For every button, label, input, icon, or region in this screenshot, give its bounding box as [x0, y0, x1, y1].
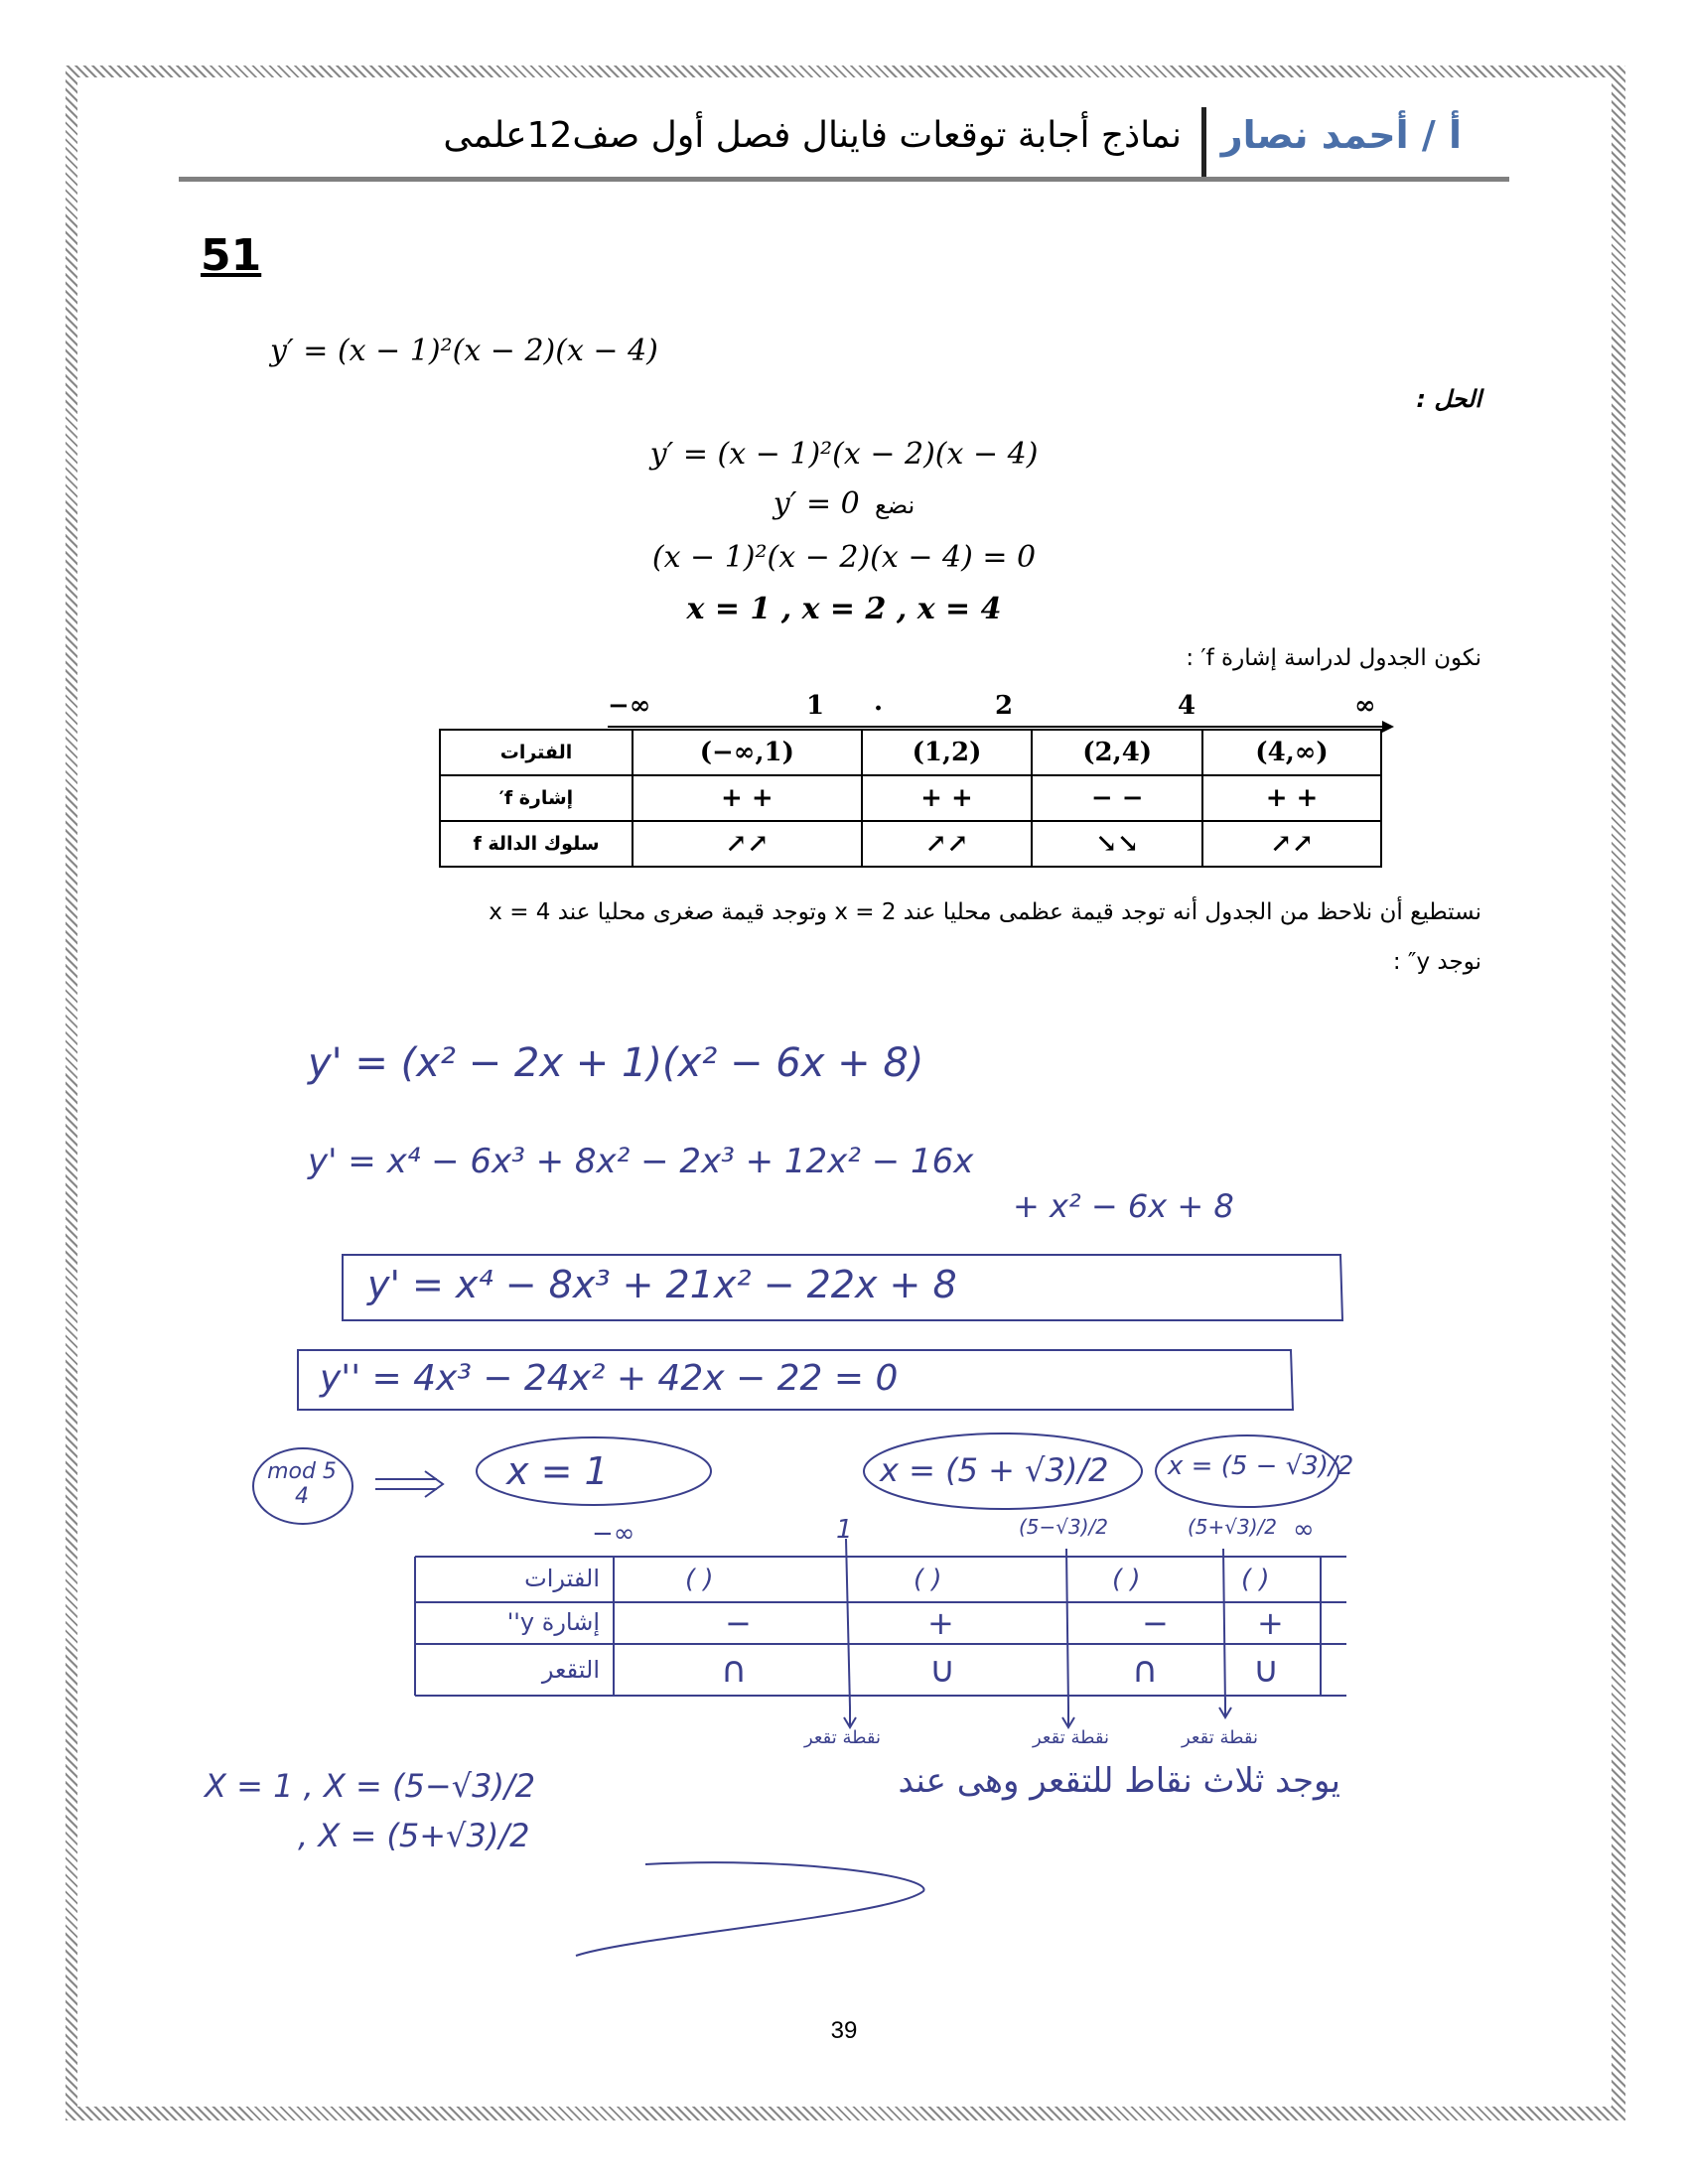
step-1: y′ = (x − 1)²(x − 2)(x − 4)	[649, 437, 1039, 472]
table-cell: ↘↘	[1032, 821, 1202, 867]
hand-line-3: y' = x⁴ − 8x³ + 21x² − 22x + 8	[367, 1263, 957, 1306]
step-4: x = 1 , x = 2 , x = 4	[686, 592, 1002, 626]
hand-final-a: X = 1 , X = (5−√3)/2	[205, 1767, 536, 1805]
table-cell: ↗↗	[1202, 821, 1381, 867]
table-row-intervals	[440, 730, 1381, 775]
number-line-arrow	[1382, 721, 1394, 733]
hand-scribble	[576, 1862, 924, 1956]
hand-final-b: , X = (5+√3)/2	[298, 1817, 530, 1854]
table-cell: − −	[1032, 775, 1202, 821]
hand-final-arabic: يوجد ثلاث نقاط للتقعر وهى عند	[898, 1761, 1340, 1801]
step-2-word: نضع	[875, 491, 915, 519]
author-name: أ / أحمد نصار	[1220, 113, 1462, 157]
given-equation: y′ = (x − 1)²(x − 2)(x − 4)	[270, 334, 658, 368]
axis-neg-inf: −∞	[608, 691, 651, 721]
hand-table-paren: ( )	[1241, 1565, 1270, 1594]
hand-table-concavity: ∩	[721, 1650, 748, 1691]
table-cell: ↗↗	[862, 821, 1033, 867]
table-cell: (−∞,1)	[633, 730, 862, 775]
hand-line-1: y' = (x² − 2x + 1)(x² − 6x + 8)	[308, 1040, 924, 1086]
hand-table-pos-inf: ∞	[1293, 1515, 1315, 1545]
hand-inflection-label: نقطة تقعر	[1182, 1727, 1258, 1748]
hand-table-paren: ( )	[685, 1565, 714, 1594]
hand-root-1: x = 1	[506, 1449, 609, 1493]
hand-implies-arrow	[375, 1471, 443, 1497]
hand-table-sign: −	[725, 1604, 752, 1642]
step-3: (x − 1)²(x − 2)(x − 4) = 0	[651, 540, 1037, 575]
hand-table-sign: −	[1142, 1604, 1169, 1642]
hand-table-concavity: ∪	[1253, 1650, 1280, 1691]
hand-table-concavity: ∩	[1132, 1650, 1159, 1691]
hand-table-neg-inf: −∞	[592, 1519, 635, 1549]
table-row-head: الفترات	[440, 730, 633, 775]
hand-table-one: 1	[836, 1515, 853, 1545]
solution-label: الحل :	[1416, 385, 1481, 413]
hand-root-2: x = (5 + √3)/2	[880, 1451, 1109, 1489]
hand-table-sign: +	[927, 1604, 954, 1642]
table-row-behavior	[440, 821, 1381, 867]
problem-number: 51	[201, 230, 262, 281]
table-cell: ↗↗	[633, 821, 862, 867]
axis-point-4: 4	[1178, 691, 1196, 721]
table-row-head: سلوك الدالة f	[440, 821, 633, 867]
axis-point-2: 2	[995, 691, 1014, 721]
hand-table-head-1: الفترات	[524, 1565, 600, 1592]
axis-pos-inf: ∞	[1354, 691, 1376, 721]
sign-table	[439, 729, 1382, 868]
table-cell: (2,4)	[1032, 730, 1202, 775]
table-cell: (1,2)	[862, 730, 1033, 775]
table-cell: + +	[862, 775, 1033, 821]
hand-root-3: x = (5 − √3)/2	[1168, 1451, 1354, 1481]
document-title: نماذج أجابة توقعات فاينال فصل أول صف12علمى	[443, 115, 1182, 156]
axis-dot: .	[874, 687, 884, 717]
axis-point-1: 1	[806, 691, 825, 721]
conclusion-text: نستطيع أن نلاحظ من الجدول أنه توجد قيمة عظمى محليا عند x = 2 وتوجد قيمة صغرى محليا عند x = 4	[489, 899, 1481, 925]
hand-table-head-3: التقعر	[541, 1656, 600, 1684]
hand-line-2a: y' = x⁴ − 6x³ + 8x² − 2x³ + 12x² − 16x	[308, 1142, 974, 1181]
table-intro: نكون الجدول لدراسة إشارة f′ :	[1186, 645, 1481, 671]
page-number: 39	[830, 2017, 858, 2044]
hand-inflection-label: نقطة تقعر	[1033, 1727, 1109, 1748]
hand-inflection-arrows	[844, 1698, 1231, 1727]
table-row-head: إشارة f′	[440, 775, 633, 821]
hand-line-4: y'' = 4x³ − 24x² + 42x − 22 = 0	[320, 1358, 899, 1399]
table-cell: (4,∞)	[1202, 730, 1381, 775]
hand-table-sign: +	[1257, 1604, 1284, 1642]
step-2-math: y′ = 0	[773, 486, 860, 521]
hand-table-paren: ( )	[1112, 1565, 1141, 1594]
hand-table-head-2: إشارة y''	[506, 1608, 600, 1636]
hand-table-r2: (5+√3)/2	[1188, 1515, 1278, 1539]
hand-mode-note: mod 5 4	[267, 1459, 337, 1509]
table-cell: + +	[1202, 775, 1381, 821]
table-row-sign	[440, 775, 1381, 821]
hand-table-paren: ( )	[914, 1565, 942, 1594]
hand-table-r3: (5−√3)/2	[1019, 1515, 1109, 1539]
hand-inflection-label: نقطة تقعر	[804, 1727, 881, 1748]
table-cell: + +	[633, 775, 862, 821]
find-second-derivative: نوجد y″ :	[1392, 949, 1481, 975]
hand-table-concavity: ∪	[929, 1650, 956, 1691]
hand-line-2b: + x² − 6x + 8	[1013, 1187, 1234, 1225]
